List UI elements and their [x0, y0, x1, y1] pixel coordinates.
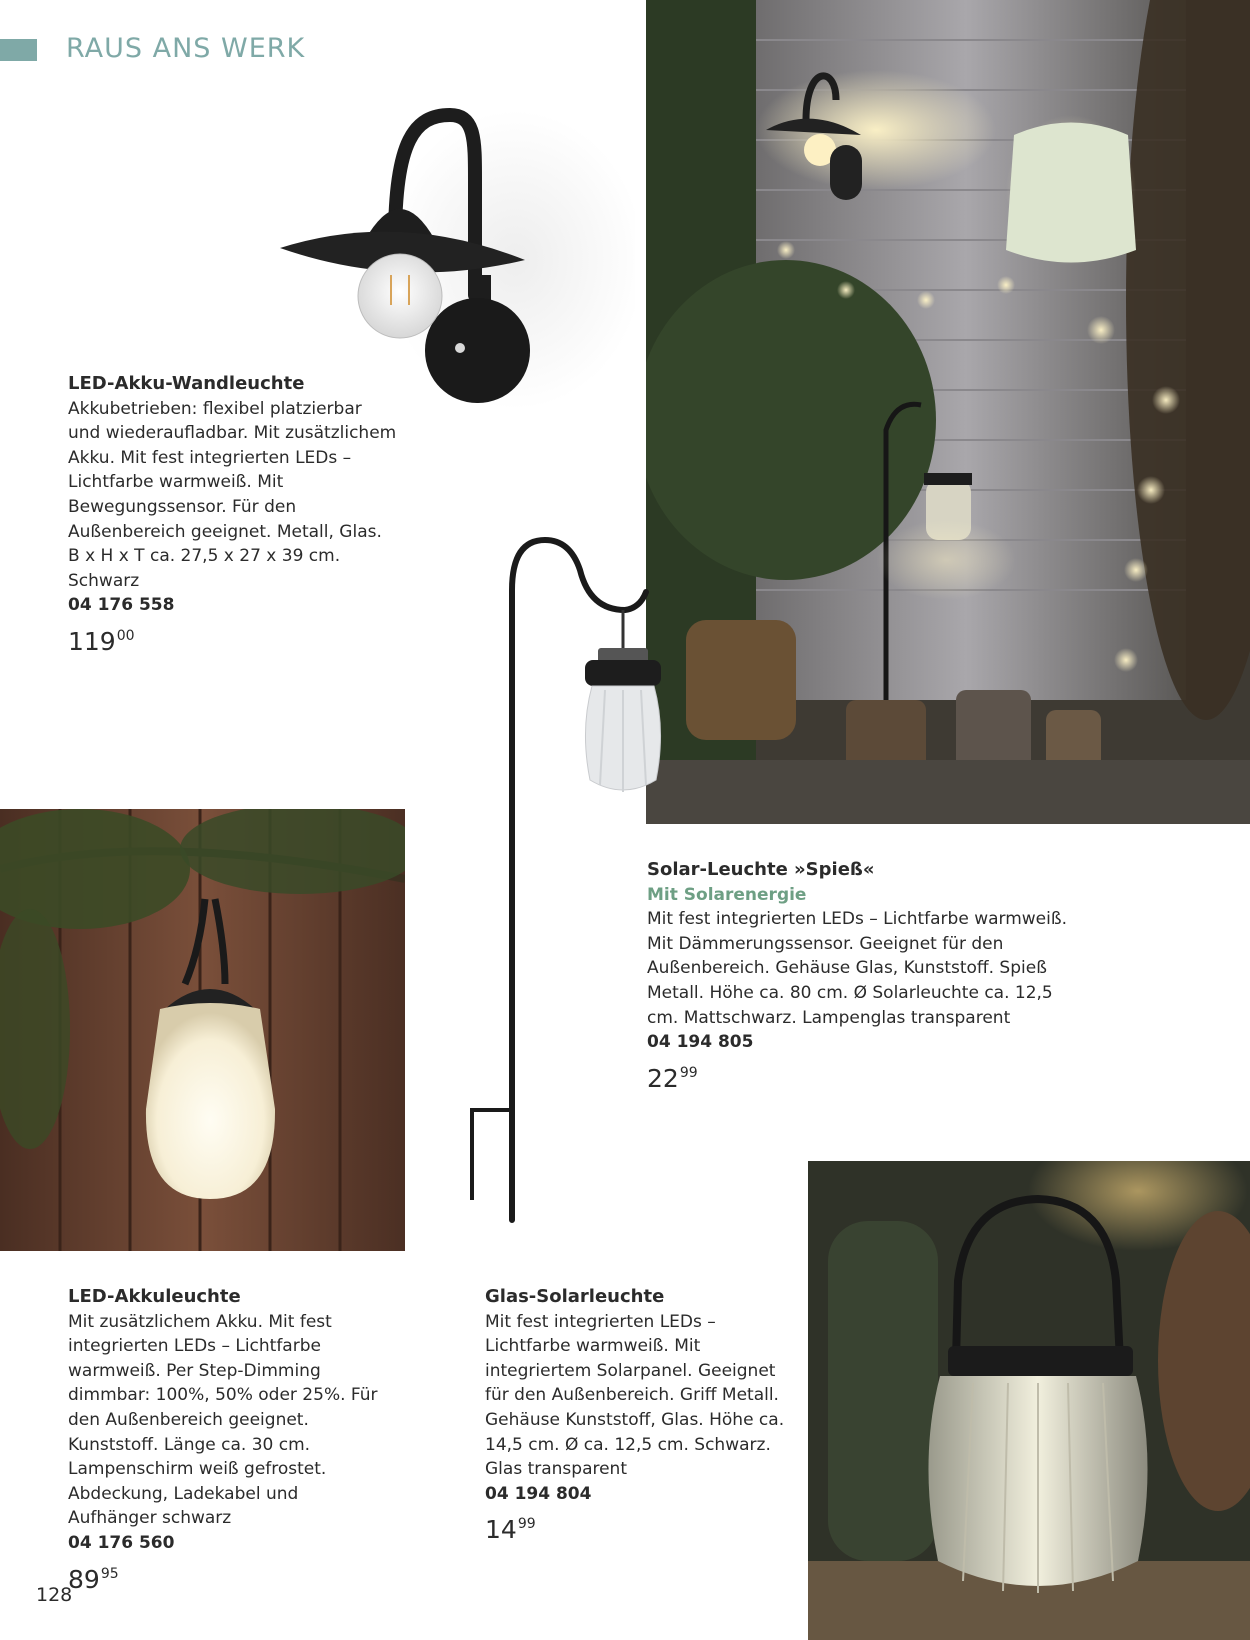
- product-price: [485, 1512, 785, 1543]
- price-main: 22: [647, 1063, 679, 1093]
- product-price: [68, 624, 398, 655]
- product-title: LED-Akku-Wandleuchte: [68, 373, 305, 394]
- garden-wall-photo: [646, 0, 1250, 824]
- product-sku: 04 194 805: [647, 1032, 754, 1053]
- battery-lamp-photo: [0, 809, 405, 1251]
- price-cents: 99: [517, 1516, 536, 1533]
- product-solar-leuchte-spiess: [647, 858, 1087, 1091]
- price-cents: 99: [679, 1064, 698, 1081]
- product-description: Akkubetrieben: flexibel platzierbar und wiederaufladbar. Mit zusätzlichem Akku. Mit fest integrierten LEDs – Lichtfarbe warmweiß. Mit Bewegungssensor. Für den Außenbereich geeignet. Metall, Glas. B x H x T ca. 27,5 x 27 x 39 cm. Schwarz: [68, 398, 397, 591]
- product-title: LED-Akkuleuchte: [68, 1286, 241, 1307]
- product-sku: 04 194 804: [485, 1483, 592, 1504]
- product-sku: 04 176 560: [68, 1532, 175, 1553]
- product-subtitle: Mit Solarenergie: [647, 884, 807, 905]
- product-sku: 04 176 558: [68, 595, 175, 616]
- price-cents: 95: [100, 1565, 119, 1582]
- product-title: Glas-Solarleuchte: [485, 1286, 665, 1307]
- product-led-akku-wandleuchte: [68, 372, 398, 655]
- price-main: 14: [485, 1515, 517, 1545]
- price-main: 119: [68, 626, 116, 656]
- product-title: Solar-Leuchte »Spieß«: [647, 859, 875, 880]
- header-accent-bar: [0, 39, 37, 61]
- price-main: 89: [68, 1564, 100, 1594]
- product-description: Mit fest integrierten LEDs – Lichtfarbe warmweiß. Mit Dämmerungssensor. Geeignet für den Außenbereich. Gehäuse Glas, Kunststoff. Spieß Metall. Höhe ca. 80 cm. Ø Solarleuchte ca. 12,5 cm. Mattschwarz. Lampenglas transparent: [647, 909, 1067, 1028]
- glass-solar-lantern-photo: [808, 1161, 1250, 1640]
- product-price: [68, 1562, 388, 1593]
- product-description: Mit zusätzlichem Akku. Mit fest integrierten LEDs – Lichtfarbe warmweiß. Per Step-Dimming dimmbar: 100%, 50% oder 25%. Für den Außenbereich geeignet. Kunststoff. Länge ca. 30 cm. Lampenschirm weiß gefrostet. Abdeckung, Ladekabel und Aufhänger schwarz: [68, 1311, 378, 1529]
- product-led-akkuleuchte: [68, 1285, 388, 1592]
- section-title: RAUS ANS WERK: [66, 33, 306, 64]
- product-price: [647, 1061, 1087, 1092]
- product-glas-solarleuchte: [485, 1285, 785, 1543]
- page-number: 128: [36, 1584, 73, 1606]
- price-cents: 00: [116, 627, 135, 644]
- product-description: Mit fest integrierten LEDs – Lichtfarbe warmweiß. Mit integriertem Solarpanel. Geeignet für den Außenbereich. Griff Metall. Gehäuse Kunststoff, Glas. Höhe ca. 14,5 cm. Ø ca. 12,5 cm. Schwarz. Glas transparent: [485, 1311, 785, 1480]
